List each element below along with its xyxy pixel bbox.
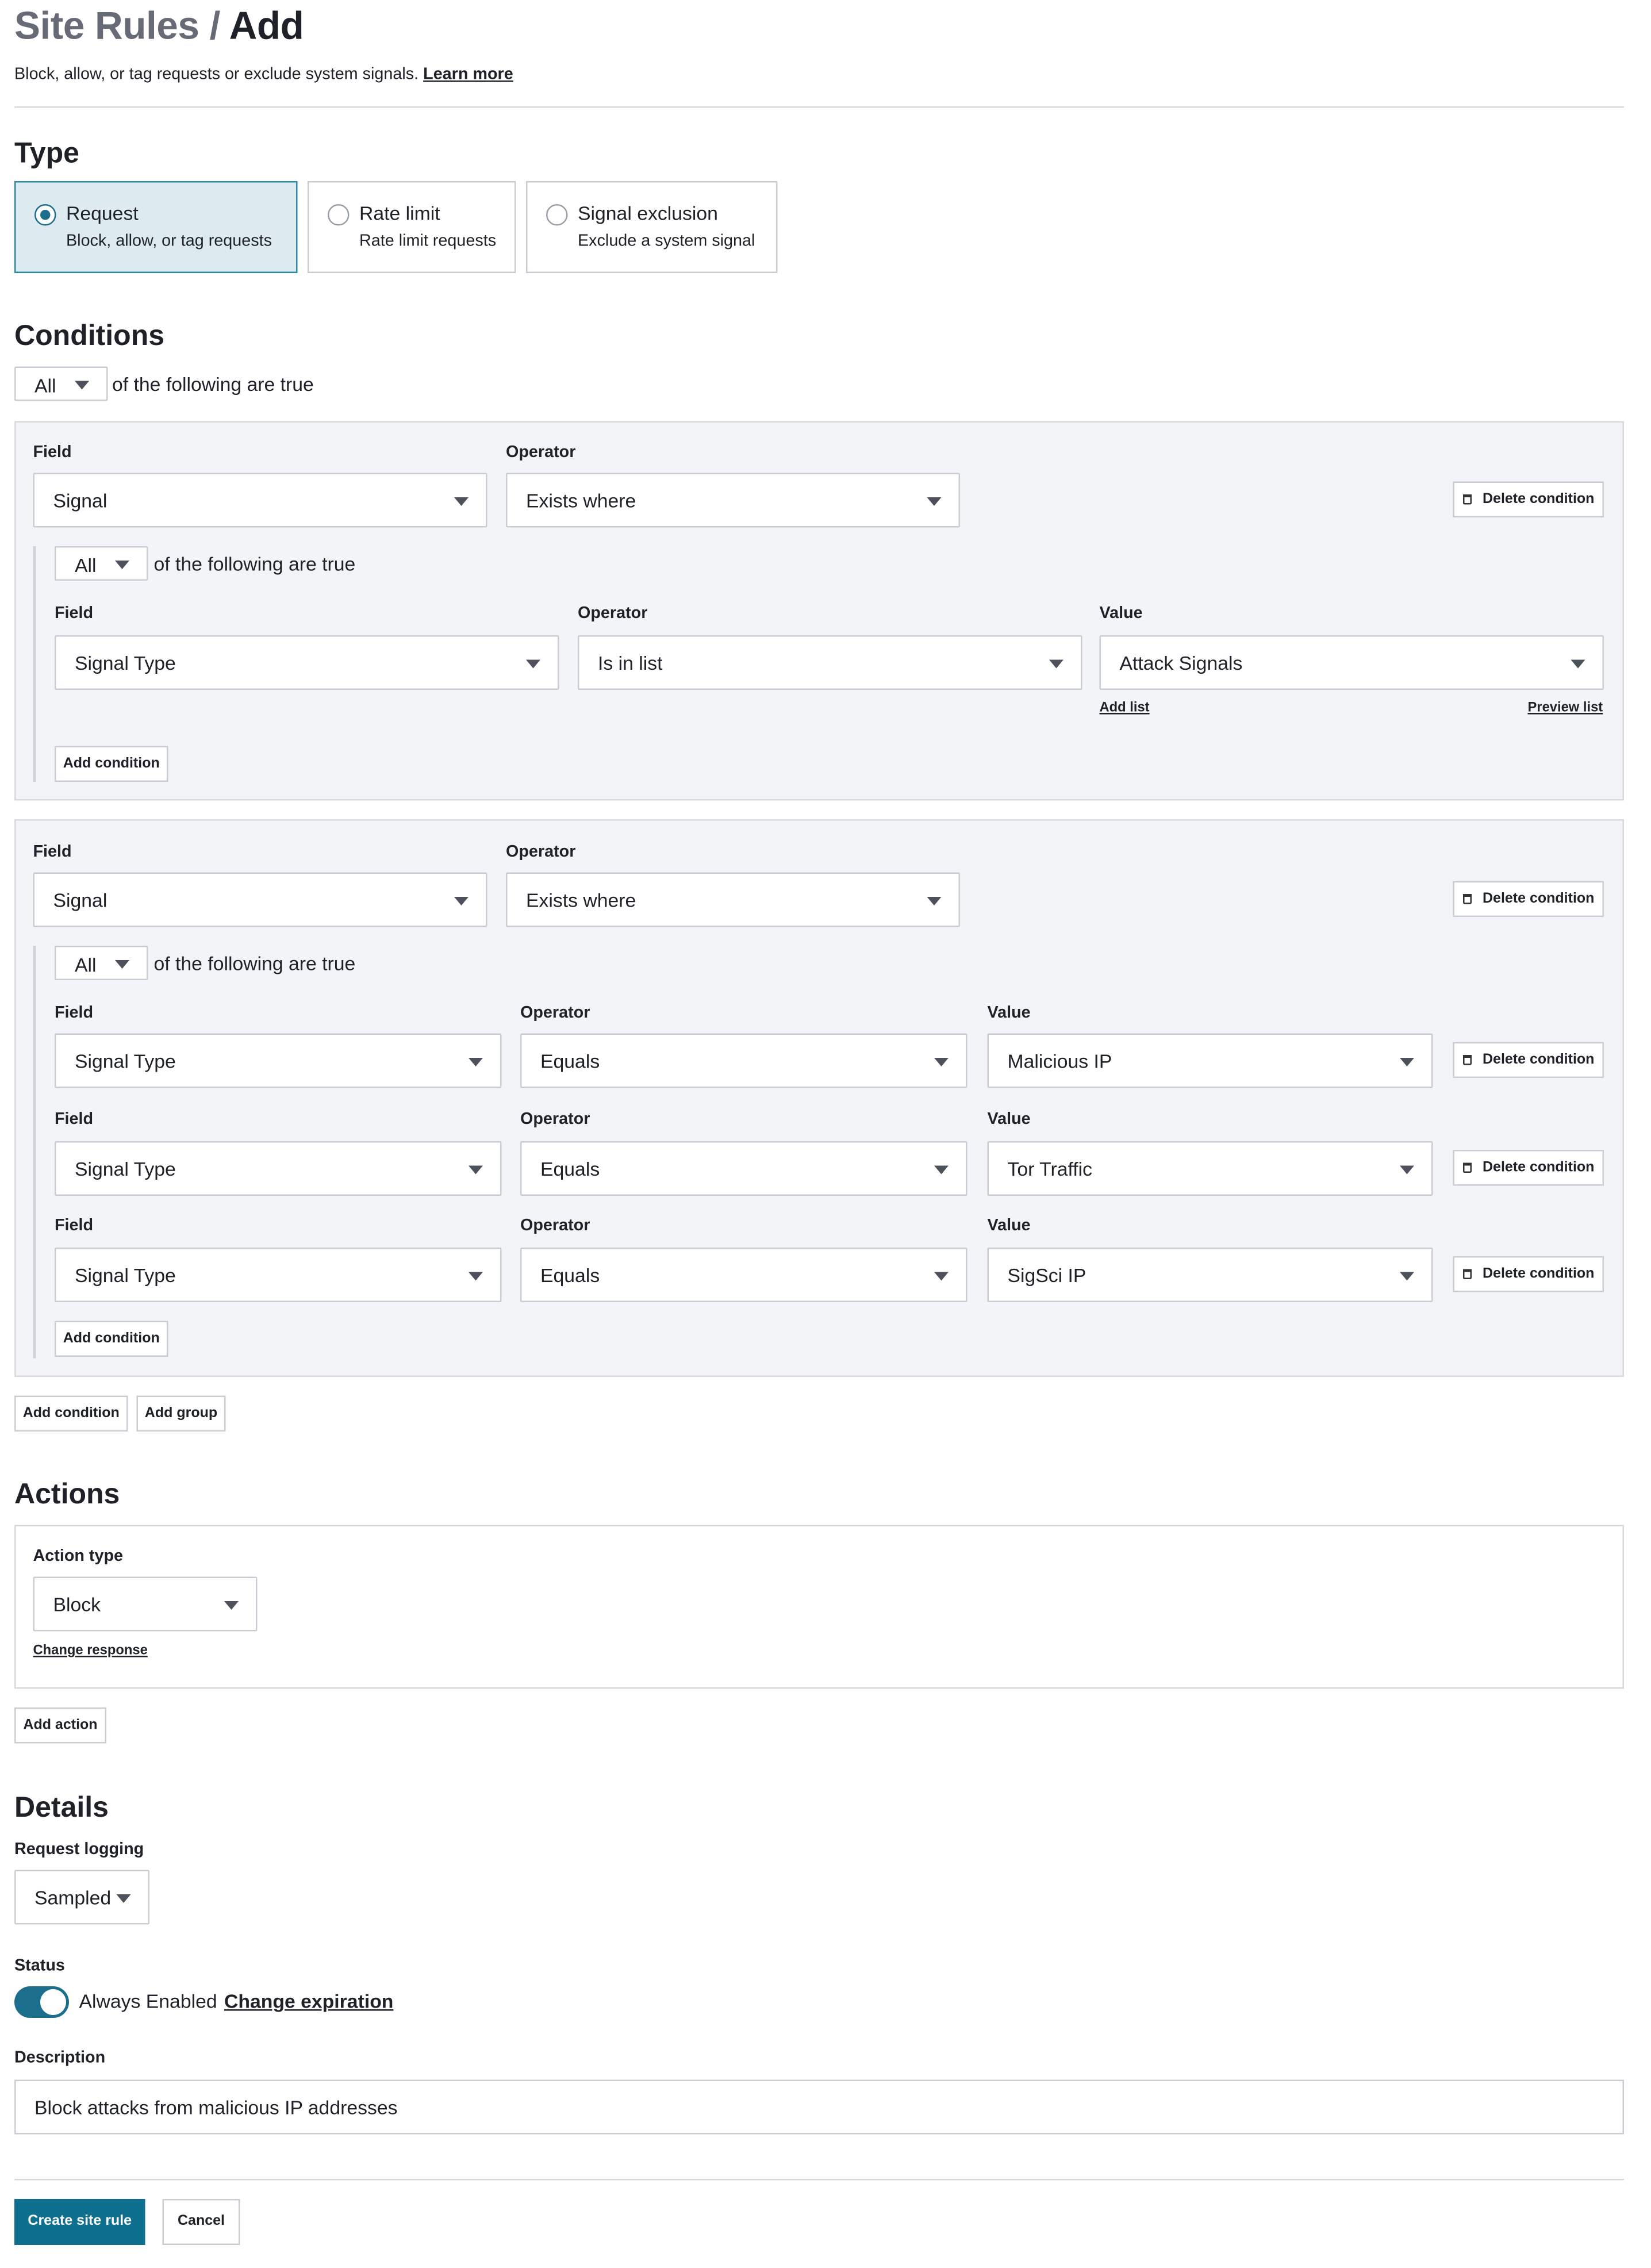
operator-label: Operator bbox=[520, 1217, 590, 1235]
radio-unselected-icon[interactable] bbox=[546, 204, 568, 226]
cancel-button[interactable]: Cancel bbox=[163, 2199, 240, 2245]
field-label: Field bbox=[55, 1111, 94, 1129]
type-option-title: Signal exclusion bbox=[578, 202, 718, 224]
delete-condition-button[interactable] bbox=[1453, 881, 1604, 918]
inner-match-select[interactable] bbox=[55, 946, 148, 980]
chevron-down-icon bbox=[934, 1166, 949, 1175]
type-heading: Type bbox=[14, 138, 80, 170]
chevron-down-icon bbox=[1571, 660, 1585, 669]
trash-icon bbox=[1462, 1055, 1471, 1065]
description-input[interactable] bbox=[14, 2080, 1624, 2135]
select-value: Signal bbox=[53, 490, 107, 512]
chevron-down-icon bbox=[934, 1272, 949, 1281]
status-value: Always Enabled bbox=[79, 1990, 217, 2012]
select-value: Block bbox=[53, 1594, 101, 1615]
delete-condition-button[interactable] bbox=[1453, 1042, 1604, 1079]
status-toggle[interactable] bbox=[14, 1986, 69, 2018]
chevron-down-icon bbox=[927, 497, 942, 506]
select-value: All bbox=[75, 954, 97, 976]
operator-select[interactable] bbox=[578, 635, 1082, 690]
nested-group-bar bbox=[33, 546, 36, 782]
chevron-down-icon bbox=[526, 660, 540, 669]
select-value: Signal Type bbox=[75, 1158, 176, 1180]
breadcrumb-separator: / bbox=[199, 4, 229, 48]
type-option-title: Rate limit bbox=[359, 202, 440, 224]
select-value: SigSci IP bbox=[1007, 1265, 1086, 1287]
select-value: Malicious IP bbox=[1007, 1050, 1112, 1072]
type-option-desc: Rate limit requests bbox=[359, 233, 497, 250]
chevron-down-icon bbox=[75, 381, 89, 390]
action-type-label: Action type bbox=[33, 1548, 124, 1565]
page-title bbox=[14, 5, 304, 49]
value-label: Value bbox=[987, 1004, 1031, 1022]
inner-match-select[interactable] bbox=[55, 546, 148, 581]
chevron-down-icon bbox=[469, 1166, 483, 1175]
type-option-rate-limit[interactable] bbox=[308, 181, 516, 273]
operator-label: Operator bbox=[520, 1004, 590, 1022]
delete-condition-label: Delete condition bbox=[1482, 1266, 1595, 1282]
value-select[interactable] bbox=[988, 1141, 1433, 1196]
chevron-down-icon bbox=[224, 1601, 239, 1610]
radio-unselected-icon[interactable] bbox=[328, 204, 350, 226]
chevron-down-icon bbox=[117, 1894, 131, 1903]
footer-divider bbox=[14, 2179, 1624, 2181]
type-option-title: Request bbox=[66, 202, 139, 224]
learn-more-link[interactable]: Learn more bbox=[423, 66, 513, 83]
toggle-knob bbox=[40, 1989, 66, 2015]
operator-select[interactable] bbox=[520, 1248, 967, 1302]
action-type-select[interactable] bbox=[33, 1577, 258, 1632]
select-value: Signal Type bbox=[75, 1265, 176, 1287]
inner-match-suffix: of the following are true bbox=[153, 953, 356, 974]
select-value: Signal Type bbox=[75, 1050, 176, 1072]
delete-condition-button[interactable] bbox=[1453, 482, 1604, 518]
field-select[interactable] bbox=[55, 635, 559, 690]
field-label: Field bbox=[33, 843, 72, 861]
operator-label: Operator bbox=[578, 605, 648, 623]
chevron-down-icon bbox=[1400, 1272, 1414, 1281]
field-label: Field bbox=[55, 1004, 94, 1022]
chevron-down-icon bbox=[1400, 1058, 1414, 1066]
radio-selected-icon[interactable] bbox=[34, 204, 56, 226]
field-select[interactable] bbox=[55, 1034, 502, 1088]
operator-select[interactable] bbox=[506, 873, 960, 927]
select-value: Equals bbox=[540, 1265, 600, 1287]
header-divider bbox=[14, 106, 1624, 108]
operator-select[interactable] bbox=[520, 1034, 967, 1088]
conditions-match-suffix: of the following are true bbox=[112, 374, 314, 396]
nested-group-bar bbox=[33, 946, 36, 1359]
select-value: Tor Traffic bbox=[1007, 1158, 1093, 1180]
preview-list-link[interactable]: Preview list bbox=[1527, 700, 1603, 716]
actions-heading: Actions bbox=[14, 1479, 120, 1511]
change-expiration-link[interactable]: Change expiration bbox=[224, 1990, 394, 2012]
select-value: All bbox=[34, 375, 56, 397]
operator-label: Operator bbox=[520, 1111, 590, 1129]
delete-condition-label: Delete condition bbox=[1482, 1052, 1595, 1068]
request-logging-label: Request logging bbox=[14, 1841, 144, 1859]
field-select[interactable] bbox=[33, 473, 487, 528]
select-value: All bbox=[75, 555, 97, 577]
select-value: Signal Type bbox=[75, 653, 176, 674]
type-option-desc: Exclude a system signal bbox=[578, 233, 755, 250]
value-select[interactable] bbox=[988, 1248, 1433, 1302]
field-select[interactable] bbox=[33, 873, 487, 927]
value-label: Value bbox=[987, 1111, 1031, 1129]
operator-label: Operator bbox=[506, 444, 576, 462]
create-site-rule-button[interactable]: Create site rule bbox=[14, 2199, 145, 2245]
trash-icon bbox=[1462, 1269, 1471, 1280]
value-select[interactable] bbox=[988, 1034, 1433, 1088]
select-value: Equals bbox=[540, 1050, 600, 1072]
select-value: Exists where bbox=[526, 889, 636, 911]
chevron-down-icon bbox=[934, 1058, 949, 1066]
type-option-desc: Block, allow, or tag requests bbox=[66, 233, 272, 250]
subtitle-text: Block, allow, or tag requests or exclude system signals. bbox=[14, 66, 419, 83]
description-value: Block attacks from malicious IP addresses bbox=[34, 2097, 398, 2119]
status-label: Status bbox=[14, 1958, 65, 1975]
select-value: Is in list bbox=[598, 653, 663, 674]
select-value: Exists where bbox=[526, 490, 636, 512]
conditions-match-select[interactable] bbox=[14, 367, 108, 401]
delete-condition-button[interactable] bbox=[1453, 1150, 1604, 1186]
request-logging-select[interactable] bbox=[14, 1870, 149, 1925]
trash-icon bbox=[1462, 1163, 1471, 1173]
chevron-down-icon bbox=[469, 1272, 483, 1281]
select-value: Signal bbox=[53, 889, 107, 911]
operator-select[interactable] bbox=[506, 473, 960, 528]
value-label: Value bbox=[1099, 605, 1143, 623]
details-heading: Details bbox=[14, 1792, 109, 1824]
chevron-down-icon bbox=[115, 960, 129, 969]
add-list-link[interactable]: Add list bbox=[1099, 700, 1150, 716]
field-label: Field bbox=[33, 444, 72, 462]
add-condition-button[interactable]: Add condition bbox=[55, 746, 168, 782]
field-label: Field bbox=[55, 605, 94, 623]
operator-select[interactable] bbox=[520, 1141, 967, 1196]
add-group-button[interactable]: Add group bbox=[137, 1396, 226, 1432]
delete-condition-label: Delete condition bbox=[1482, 891, 1595, 907]
select-value: Attack Signals bbox=[1119, 653, 1243, 674]
page-subtitle bbox=[14, 66, 513, 83]
breadcrumb-current: Add bbox=[229, 4, 304, 48]
trash-icon bbox=[1462, 494, 1471, 505]
add-condition-button[interactable]: Add condition bbox=[14, 1396, 128, 1432]
chevron-down-icon bbox=[469, 1058, 483, 1066]
operator-label: Operator bbox=[506, 843, 576, 861]
type-option-request[interactable] bbox=[14, 181, 298, 273]
value-select[interactable] bbox=[1100, 635, 1604, 690]
field-label: Field bbox=[55, 1217, 94, 1235]
delete-condition-label: Delete condition bbox=[1482, 492, 1595, 508]
field-select[interactable] bbox=[55, 1248, 502, 1302]
breadcrumb-parent[interactable]: Site Rules bbox=[14, 4, 199, 48]
chevron-down-icon bbox=[454, 897, 469, 905]
chevron-down-icon bbox=[1400, 1166, 1414, 1175]
value-label: Value bbox=[987, 1217, 1031, 1235]
delete-condition-label: Delete condition bbox=[1482, 1160, 1595, 1176]
field-select[interactable] bbox=[55, 1141, 502, 1196]
trash-icon bbox=[1462, 894, 1471, 904]
select-value: Equals bbox=[540, 1158, 600, 1180]
change-response-link[interactable]: Change response bbox=[33, 1643, 148, 1659]
chevron-down-icon bbox=[454, 497, 469, 506]
type-option-signal-exclusion[interactable] bbox=[526, 181, 778, 273]
add-action-button[interactable]: Add action bbox=[14, 1707, 106, 1744]
conditions-heading: Conditions bbox=[14, 320, 165, 352]
chevron-down-icon bbox=[1049, 660, 1063, 669]
chevron-down-icon bbox=[927, 897, 942, 905]
select-value: Sampled bbox=[34, 1887, 112, 1909]
inner-match-suffix: of the following are true bbox=[153, 553, 356, 575]
add-condition-button[interactable]: Add condition bbox=[55, 1321, 168, 1357]
chevron-down-icon bbox=[115, 561, 129, 569]
delete-condition-button[interactable] bbox=[1453, 1256, 1604, 1292]
description-label: Description bbox=[14, 2050, 106, 2067]
